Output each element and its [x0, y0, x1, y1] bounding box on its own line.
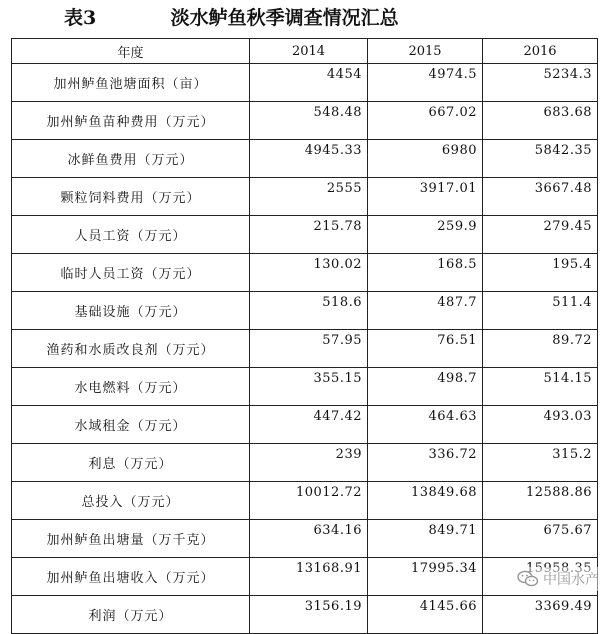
cell-2015: 17995.34 — [368, 558, 483, 596]
row-label: 利息（万元） — [12, 444, 250, 482]
cell-2015: 4974.5 — [368, 64, 483, 102]
row-label: 加州鲈鱼苗种费用（万元） — [12, 102, 250, 140]
row-label: 颗粒饲料费用（万元） — [12, 178, 250, 216]
table-title — [64, 5, 399, 31]
table-row — [12, 444, 598, 482]
table-row — [12, 482, 598, 520]
cell-2014: 215.78 — [250, 216, 368, 254]
table-row — [12, 368, 598, 406]
table-row — [12, 140, 598, 178]
table-row — [12, 558, 598, 596]
table-header-row — [12, 39, 598, 64]
cell-2014: 447.42 — [250, 406, 368, 444]
cell-2016: 5842.35 — [483, 140, 598, 178]
cell-2016: 315.2 — [483, 444, 598, 482]
cell-2015: 464.63 — [368, 406, 483, 444]
row-label: 水域租金（万元） — [12, 406, 250, 444]
table-row — [12, 216, 598, 254]
cell-2016: 195.4 — [483, 254, 598, 292]
cell-2015: 487.7 — [368, 292, 483, 330]
cell-2015: 849.71 — [368, 520, 483, 558]
table-row — [12, 178, 598, 216]
cell-2016: 675.67 — [483, 520, 598, 558]
cell-2015: 168.5 — [368, 254, 483, 292]
cell-2015: 498.7 — [368, 368, 483, 406]
row-label: 加州鲈鱼出塘量（万千克） — [12, 520, 250, 558]
cell-2014: 4945.33 — [250, 140, 368, 178]
survey-table — [11, 38, 598, 634]
row-label: 加州鲈鱼池塘面积（亩） — [12, 64, 250, 102]
watermark — [515, 567, 601, 591]
table-row — [12, 254, 598, 292]
cell-2014: 518.6 — [250, 292, 368, 330]
cell-2014: 239 — [250, 444, 368, 482]
cell-2014: 130.02 — [250, 254, 368, 292]
cell-2015: 667.02 — [368, 102, 483, 140]
cell-2016: 493.03 — [483, 406, 598, 444]
cell-2014: 4454 — [250, 64, 368, 102]
row-label: 人员工资（万元） — [12, 216, 250, 254]
row-label: 基础设施（万元） — [12, 292, 250, 330]
cell-2015: 6980 — [368, 140, 483, 178]
row-label: 渔药和水质改良剂（万元） — [12, 330, 250, 368]
table-number: 表3 — [64, 7, 97, 29]
cell-2016: 5234.3 — [483, 64, 598, 102]
table-row — [12, 102, 598, 140]
table-row — [12, 520, 598, 558]
cell-2014: 3156.19 — [250, 596, 368, 634]
row-label: 临时人员工资（万元） — [12, 254, 250, 292]
cell-2014: 548.48 — [250, 102, 368, 140]
table-row — [12, 64, 598, 102]
header-year-label: 年度 — [12, 39, 250, 64]
cell-2016: 3667.48 — [483, 178, 598, 216]
cell-2016: 3369.49 — [483, 596, 598, 634]
cell-2014: 355.15 — [250, 368, 368, 406]
table-row — [12, 330, 598, 368]
cell-2014: 2555 — [250, 178, 368, 216]
header-2014: 2014 — [250, 39, 368, 64]
table-row — [12, 406, 598, 444]
row-label: 水电燃料（万元） — [12, 368, 250, 406]
cell-2016: 12588.86 — [483, 482, 598, 520]
cell-2015: 3917.01 — [368, 178, 483, 216]
cell-2014: 13168.91 — [250, 558, 368, 596]
cell-2016: 683.68 — [483, 102, 598, 140]
cell-2016: 279.45 — [483, 216, 598, 254]
cell-2015: 13849.68 — [368, 482, 483, 520]
cell-2015: 259.9 — [368, 216, 483, 254]
cell-2016: 514.15 — [483, 368, 598, 406]
row-label: 总投入（万元） — [12, 482, 250, 520]
row-label: 加州鲈鱼出塘收入（万元） — [12, 558, 250, 596]
header-2016: 2016 — [483, 39, 598, 64]
cell-2014: 10012.72 — [250, 482, 368, 520]
cell-2016: 89.72 — [483, 330, 598, 368]
cell-2015: 4145.66 — [368, 596, 483, 634]
cell-2015: 76.51 — [368, 330, 483, 368]
cell-2014: 57.95 — [250, 330, 368, 368]
table-row — [12, 292, 598, 330]
header-2015: 2015 — [368, 39, 483, 64]
watermark-text: 中国水产 — [543, 572, 599, 588]
cell-2016: 511.4 — [483, 292, 598, 330]
table-row — [12, 596, 598, 634]
cell-2014: 634.16 — [250, 520, 368, 558]
wechat-icon — [517, 570, 539, 588]
cell-2015: 336.72 — [368, 444, 483, 482]
table-title-text: 淡水鲈鱼秋季调查情况汇总 — [170, 7, 399, 29]
row-label: 冰鲜鱼费用（万元） — [12, 140, 250, 178]
row-label: 利润（万元） — [12, 596, 250, 634]
